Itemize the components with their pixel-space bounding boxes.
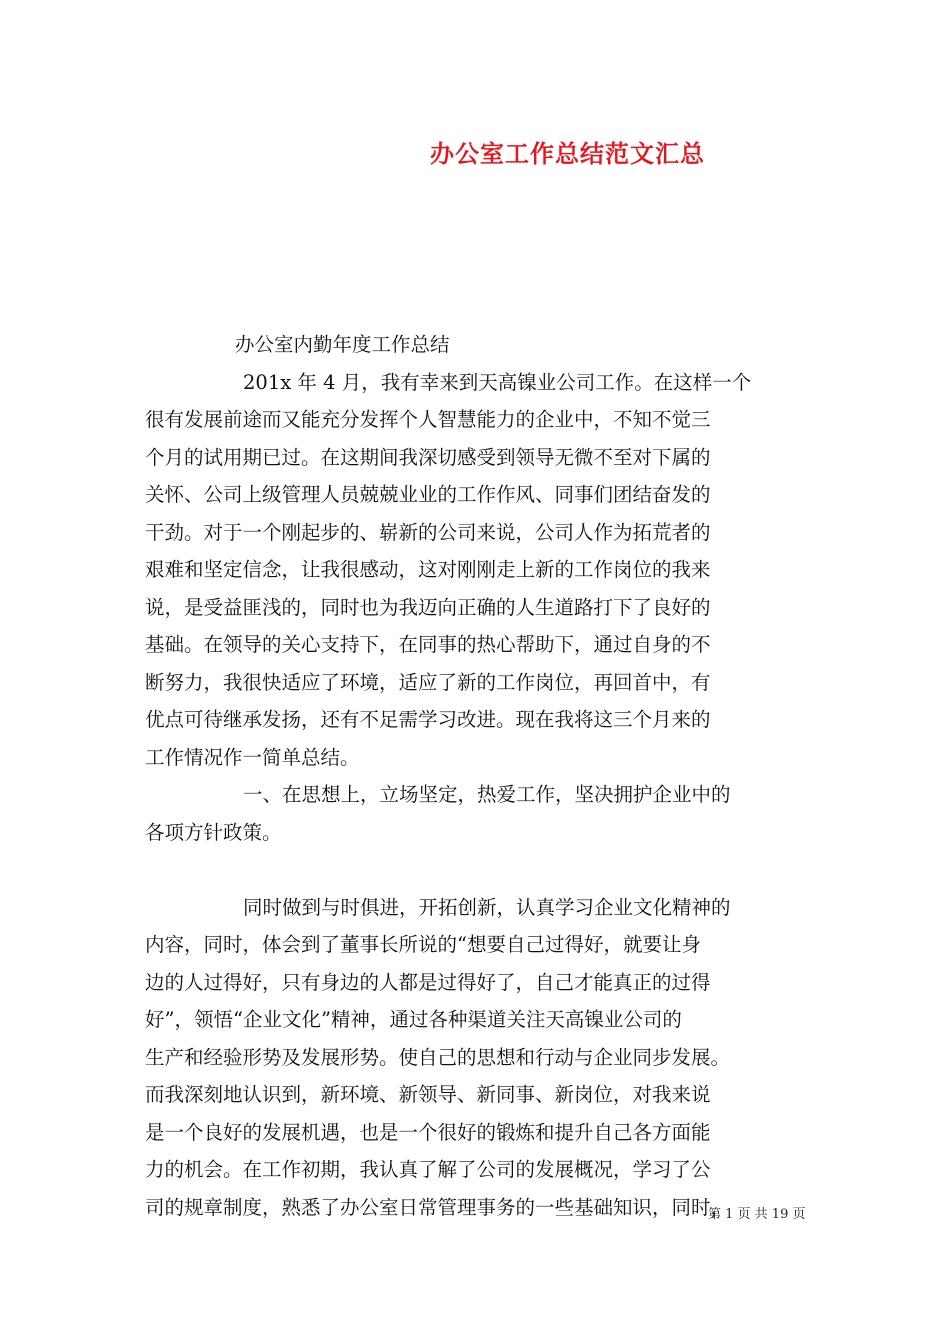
page-footer: 第 1 页 共 19 页 [708,1207,806,1222]
paragraph-line: 201x 年 4 月，我有幸来到天高镍业公司工作。在这样一个 [243,370,752,394]
paragraph-line: 好”，领悟“企业文化”精神，通过各种渠道关注天高镍业公司的 [145,1008,682,1031]
paragraph-line [145,851,810,889]
paragraph-line: 办公室内勤年度工作总结 [235,333,450,356]
paragraph-line: 同时做到与时俱进，开拓创新，认真学习企业文化精神的 [243,895,731,919]
paragraph-line: 说，是受益匪浅的，同时也为我迈向正确的人生道路打下了良好的 [145,595,711,619]
paragraph-line: 生产和经验形势及发展形势。使自己的思想和行动与企业同步发展。 [145,1045,731,1069]
paragraph-line: 边的人过得好，只有身边的人都是过得好了，自己才能真正的过得 [145,970,711,994]
paragraph-line: 关怀、公司上级管理人员兢兢业业的工作作风、同事们团结奋发的 [145,483,711,506]
paragraph-line: 而我深刻地认识到，新环境、新领导、新同事、新岗位，对我来说 [145,1083,711,1106]
paragraph-line: 艰难和坚定信念，让我很感动，这对刚刚走上新的工作岗位的我来 [145,558,711,581]
document-title: 办公室工作总结范文汇总 [430,139,705,168]
paragraph-line: 各项方针政策。 [145,820,282,844]
paragraph-line: 个月的试用期已过。在这期间我深切感受到领导无微不至对下属的 [145,445,711,469]
paragraph-line: 断努力，我很快适应了环境，适应了新的工作岗位，再回首中，有 [145,670,711,694]
paragraph-line: 是一个良好的发展机遇，也是一个很好的锻炼和提升自己各方面能 [145,1120,711,1144]
paragraph-line: 力的机会。在工作初期，我认真了解了公司的发展概况，学习了公 [145,1158,711,1181]
paragraph-line: 工作情况作一简单总结。 [145,745,360,769]
paragraph-line: 一、在思想上，立场坚定，热爱工作，坚决拥护企业中的 [243,783,731,806]
document-body [145,326,810,1226]
paragraph-line: 优点可待继承发扬，还有不足需学习改进。现在我将这三个月来的 [145,708,711,731]
paragraph-line: 很有发展前途而又能充分发挥个人智慧能力的企业中，不知不觉三 [145,408,711,431]
paragraph-line: 司的规章制度，熟悉了办公室日常管理事务的一些基础知识，同时， [145,1195,731,1219]
paragraph-line: 干劲。对于一个刚起步的、崭新的公司来说，公司人作为拓荒者的 [145,520,711,544]
paragraph-line: 内容，同时，体会到了董事长所说的“想要自己过得好，就要让身 [145,933,701,956]
paragraph-line: 基础。在领导的关心支持下，在同事的热心帮助下，通过自身的不 [145,633,711,656]
